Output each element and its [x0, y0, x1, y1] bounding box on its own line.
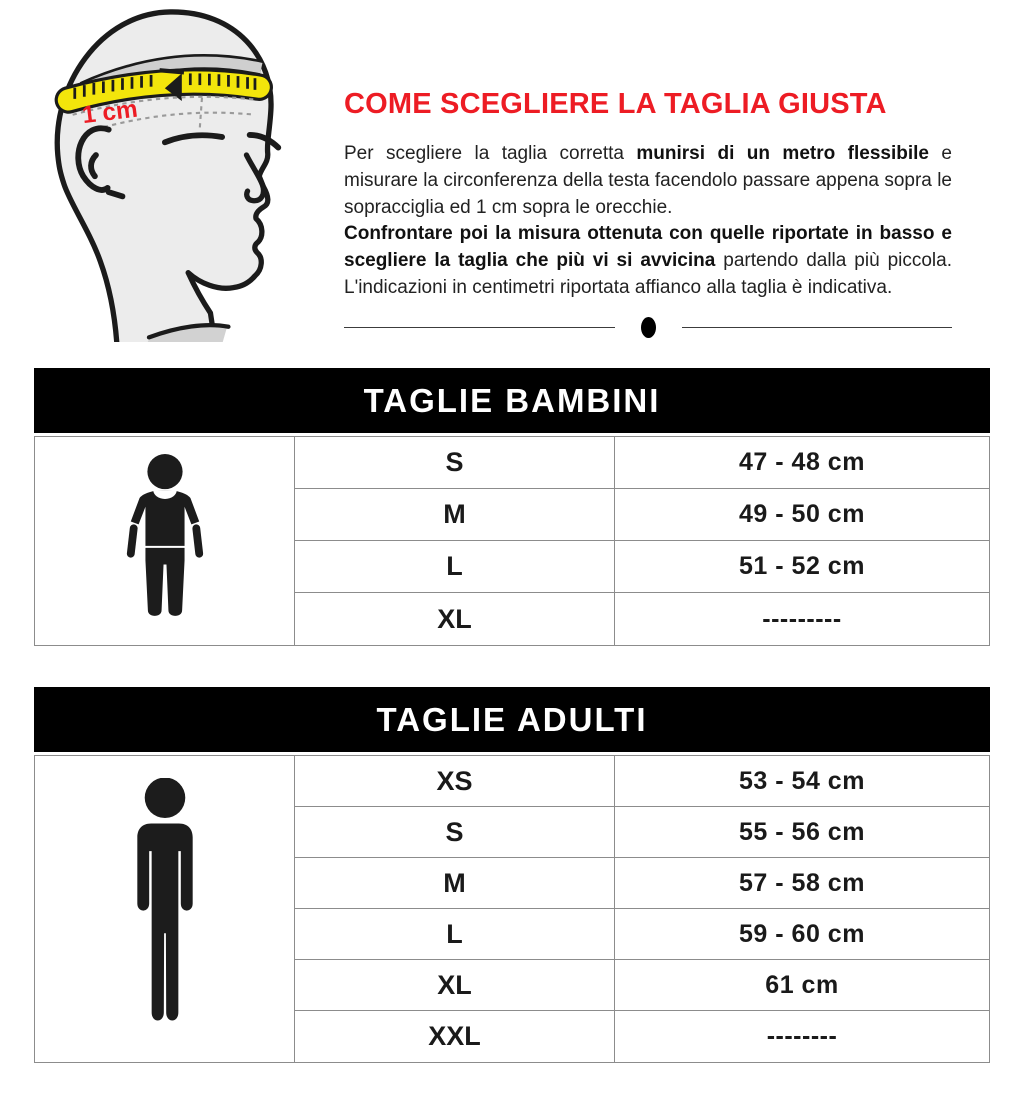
size-label: XL	[295, 960, 615, 1010]
adults-row-m	[295, 858, 989, 909]
size-range: 59 - 60 cm	[739, 919, 865, 948]
adults-table-header: TAGLIE ADULTI	[34, 687, 990, 752]
size-range: 53 - 54 cm	[739, 766, 865, 795]
children-rows	[295, 437, 989, 645]
children-row-m	[295, 489, 989, 541]
size-label: XL	[295, 593, 615, 645]
head-measure-illustration	[26, 0, 344, 368]
size-range: ---------	[762, 604, 842, 633]
section-divider	[344, 317, 952, 338]
p1-bold-text: munirsi di un metro flessibile	[636, 143, 929, 164]
intro-paragraph-2	[344, 221, 952, 301]
size-range: --------	[766, 1022, 838, 1050]
size-range: 47 - 48 cm	[739, 448, 865, 476]
adult-pictogram-cell	[35, 756, 295, 1062]
adults-row-xl	[295, 960, 989, 1011]
size-label: XXL	[295, 1011, 615, 1062]
size-range: 57 - 58 cm	[739, 868, 865, 897]
adults-row-l	[295, 909, 989, 960]
adults-rows	[295, 756, 989, 1062]
divider-dot-icon	[641, 317, 656, 338]
intro-text-block	[344, 0, 952, 368]
p1-text: Per scegliere la taglia corretta	[344, 143, 637, 164]
size-label: S	[295, 807, 615, 857]
size-range: 51 - 52 cm	[739, 552, 865, 580]
size-label: M	[295, 858, 615, 908]
child-pictogram-icon	[120, 453, 210, 629]
adult-pictogram-icon	[115, 778, 215, 1040]
size-range: 49 - 50 cm	[739, 500, 865, 528]
divider-line-right	[682, 327, 953, 329]
size-label: XS	[295, 756, 615, 806]
p2-bold-text: Confrontare poi la misura ottenuta con quelle riportate in basso e scegliere la taglia che più vi si avvicina	[344, 223, 952, 272]
adults-size-table	[34, 687, 990, 1063]
adults-table-body	[34, 755, 990, 1063]
size-label: S	[295, 437, 615, 488]
child-pictogram-cell	[35, 437, 295, 645]
p1-text-2: e misurare la circonferenza della testa facendolo passare appena sopra le sopracciglia ed 1 cm sopra le orecchie.	[344, 143, 952, 218]
size-range: 55 - 56 cm	[739, 817, 865, 846]
adults-row-xs	[295, 756, 989, 807]
one-cm-label: 1 cm	[80, 95, 140, 130]
adults-row-s	[295, 807, 989, 858]
children-size-table	[34, 368, 990, 646]
size-label: L	[295, 541, 615, 592]
divider-line-left	[344, 327, 615, 329]
children-table-body	[34, 436, 990, 646]
size-label: L	[295, 909, 615, 959]
intro-paragraph-1	[344, 141, 952, 221]
children-row-s	[295, 437, 989, 489]
head-with-measuring-tape-icon	[26, 2, 344, 342]
children-row-l	[295, 541, 989, 593]
size-label: M	[295, 489, 615, 540]
children-table-header: TAGLIE BAMBINI	[34, 368, 990, 433]
size-range: 61 cm	[765, 970, 839, 999]
intro-section	[0, 0, 1024, 368]
p2-text: partendo dalla più piccola. L'indicazioni in centimetri riportata affianco alla taglia è indicativa.	[344, 250, 952, 298]
page-title: COME SCEGLIERE LA TAGLIA GIUSTA	[344, 88, 887, 120]
children-row-xl	[295, 593, 989, 645]
adults-row-xxl	[295, 1011, 989, 1062]
